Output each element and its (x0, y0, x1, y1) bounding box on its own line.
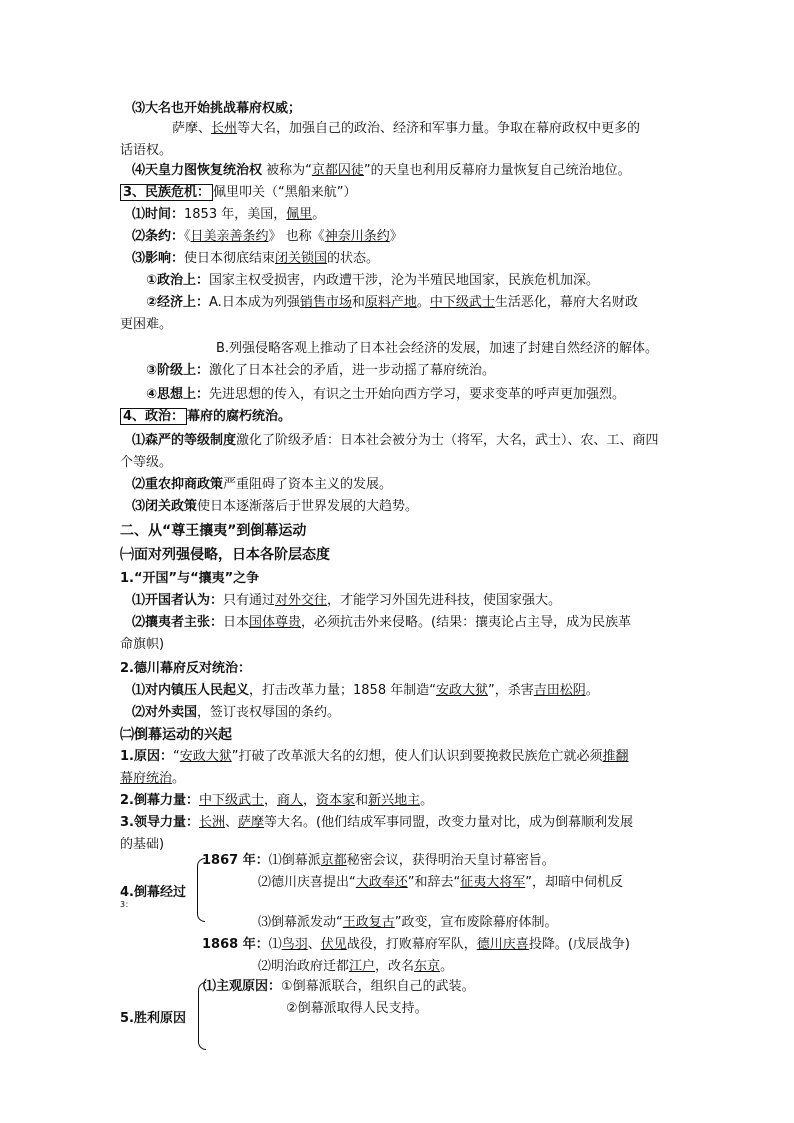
process-1867-3: ⑶倒幕派发动“王政复古”政变，宣布废除幕府体制。 (258, 915, 558, 930)
impact-politics: ①政治上：国家主权受损害，内政遭干涉，沦为半殖民地国家，民族危机加深。 (146, 273, 600, 288)
section-4-heading: 4、政治： 幕府的腐朽统治。 (120, 408, 291, 426)
impact-economy-cont: 更困难。 (120, 317, 173, 332)
daimyo-paragraph-end: 话语权。 (120, 143, 173, 158)
victory-label: 5.胜利原因 (120, 1011, 186, 1026)
daimyo-paragraph: 萨摩、长州等大名，加强自己的政治、经济和军事力量。争取在幕府政权中更多的 (172, 121, 641, 136)
process-1867-2: ⑵德川庆喜提出“大政奉还”和辞去“征夷大将军”，却暗中伺机反 (258, 875, 624, 890)
topic-1-open: ⑴开国者认为：只有通过对外交往，才能学习外国先进科技，使国家强大。 (132, 593, 562, 608)
process-1867: 1867 年：⑴倒幕派京都秘密会议，获得明治天皇讨幕密旨。 (202, 853, 555, 868)
section-3-heading: 3、民族危机： 佩里叩关（“黑船来航”） (120, 184, 357, 202)
part-2-sub-2: ㈡倒幕运动的兴起 (120, 727, 232, 743)
s4-agriculture: ⑵重农抑商政策严重阻碍了资本主义的发展。 (132, 477, 393, 492)
topic-1-expel-cont: 命旗帜) (120, 637, 165, 652)
topic-1: 1.“开国”与“攘夷”之争 (120, 571, 260, 586)
reason-cont: 幕府统治。 (120, 771, 186, 786)
impact-economy-b: B.列强侵略客观上推动了日本社会经济的发展，加速了封建自然经济的解体。 (216, 341, 659, 356)
s3-impact: ⑶影响：使日本彻底结束闭关锁国的状态。 (132, 251, 380, 266)
victory-subjective-2: ②倒幕派取得人民支持。 (286, 1001, 428, 1016)
subpoint-daimyo-challenge: ⑶大名也开始挑战幕府权威； (132, 101, 302, 116)
victory-subjective: ⑴主观原因：①倒幕派联合，组织自己的武装。 (203, 979, 475, 994)
process-1868-2: ⑵明治政府迁都江户，改名东京。 (258, 959, 454, 974)
impact-class: ③阶级上：激化了日本社会的矛盾，进一步动摇了幕府统治。 (146, 363, 496, 378)
topic-2-external: ⑵对外卖国，签订丧权辱国的条约。 (132, 705, 341, 720)
s4-hierarchy-cont: 个等级。 (120, 455, 173, 470)
process-1868: 1868 年：⑴鸟羽、伏见战役，打败幕府军队，德川庆喜投降。(戊辰战争) (202, 937, 630, 952)
process-marker: 3： (120, 900, 134, 909)
leaders: 3.领导力量：长洲、萨摩等大名。(他们结成军事同盟，改变力量对比，成为倒幕顺利发展 (120, 815, 634, 830)
part-2-sub-1: ㈠面对列强侵略，日本各阶层态度 (120, 547, 330, 563)
process-label: 4.倒幕经过 (120, 885, 186, 900)
reason: 1.原因：“安政大狱”打破了改革派大名的幻想，使人们认识到要挽救民族危亡就必须推翻 (120, 749, 629, 764)
impact-economy: ②经济上：A.日本成为列强销售市场和原料产地。中下级武士生活恶化，幕府大名财政 (146, 295, 638, 310)
topic-2: 2.德川幕府反对统治： (120, 661, 251, 676)
forces: 2.倒幕力量：中下级武士，商人，资本家和新兴地主。 (120, 793, 434, 808)
s3-treaty: ⑵条约：《日美亲善条约》 也称《神奈川条约》 (132, 229, 403, 244)
topic-1-expel: ⑵攘夷者主张：日本国体尊贵，必须抗击外来侵略。(结果：攘夷论占主导，成为民族革 (132, 615, 632, 630)
part-2-heading: 二、从“尊王攘夷”到倒幕运动 (120, 523, 307, 539)
s4-closed-door: ⑶闭关政策使日本逐渐落后于世界发展的大趋势。 (132, 499, 419, 514)
s4-hierarchy: ⑴森严的等级制度激化了阶级矛盾：日本社会被分为士（将军，大名，武士）、农、工、商四 (132, 433, 659, 448)
impact-thought: ④思想上：先进思想的传入，有识之士开始向西方学习，要求变革的呼声更加强烈。 (146, 387, 626, 402)
subpoint-emperor: ⑷天皇力图恢复统治权 被称为“京都囚徒”的天皇也利用反幕府力量恢复自己统治地位。 (132, 163, 631, 178)
topic-2-internal: ⑴对内镇压人民起义，打击改革力量；1858 年制造“安政大狱”，杀害吉田松阴。 (132, 683, 599, 698)
s3-time: ⑴时间：1853 年，美国，佩里。 (132, 207, 326, 222)
leaders-cont: 的基础) (120, 837, 165, 852)
